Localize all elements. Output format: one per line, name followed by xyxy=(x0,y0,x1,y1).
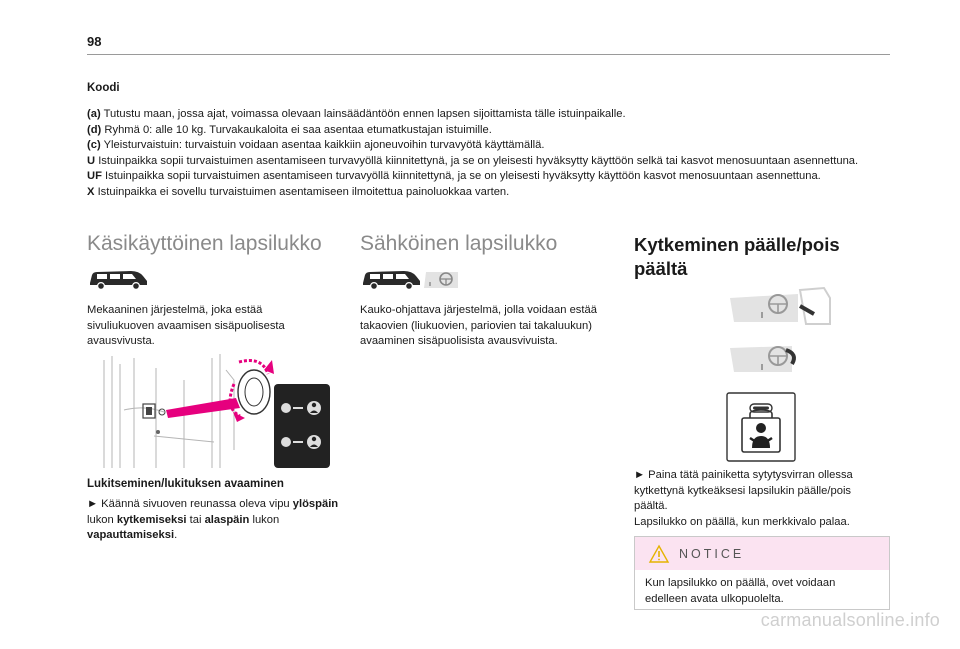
button-instruction: ► Paina tätä painiketta sytytysvirran ollessa kytkettynä kytkeäksesi lapsilukin päälle/pois päältä. xyxy=(634,469,853,513)
electric-child-lock-heading: Sähköinen lapsilukko xyxy=(360,232,558,255)
notice-box xyxy=(634,536,890,610)
dashboard-door-icon xyxy=(728,286,832,326)
dashboard-steering-icon xyxy=(728,340,808,376)
code-line-c: (c) Yleisturvaistuin: turvaistuin voidaan asentaa kaikkiin ajoneuvoihin turvavyötä käyttämällä. xyxy=(87,139,545,152)
lock-unlock-subheading: Lukitseminen/lukituksen avaaminen xyxy=(87,478,284,490)
manual-child-lock-heading: Käsikäyttöinen lapsilukko xyxy=(87,232,322,255)
electric-child-lock-description: Kauko-ohjattava järjestelmä, jolla voidaan estää takaovien (liukuovien, pariovien tai takaluukun) avaaminen sisäpuolisista avausvivuista. xyxy=(360,304,597,348)
warning-triangle-icon xyxy=(649,545,669,563)
code-line-d: (d) Ryhmä 0: alle 10 kg. Turvakaukaloita ei saa asentaa etumatkustajan istuimille. xyxy=(87,123,492,136)
van-steering-icon xyxy=(360,266,460,292)
header-divider xyxy=(87,54,890,55)
code-line-a: (a) Tutustu maan, jossa ajat, voimassa olevaan lainsäädäntöön ennen lapsen sijoittamista tälle istuinpaikalle. xyxy=(87,108,626,120)
sliding-door-lever-illustration xyxy=(94,350,334,470)
code-line-x: X Istuinpaikka ei sovellu turvaistuimen asentamiseen ilmoitettua painoluokkaa varten. xyxy=(87,185,510,198)
notice-text: Kun lapsilukko on päällä, ovet voidaan edelleen avata ulkopuolelta. xyxy=(645,577,836,605)
code-line-uf: UF Istuinpaikka sopii turvaistuimen asentamiseen turvavyöllä kiinnitettynä, ja se on yleisesti hyväksytty käyttöön kasvot menosuuntaan asennettuna. xyxy=(87,170,821,183)
indicator-note: Lapsilukko on päällä, kun merkkivalo palaa. xyxy=(634,516,850,528)
bullet-arrow: ► xyxy=(634,469,646,481)
page-number: 98 xyxy=(87,34,102,49)
code-list xyxy=(87,107,887,201)
notice-title: NOTICE xyxy=(679,546,745,561)
code-title: Koodi xyxy=(87,82,120,94)
code-line-u: U Istuinpaikka sopii turvaistuimen asentamiseen turvavyöllä kiinnitettynä, ja se on yleisesti hyväksytty käyttöön selkä tai kasvot menosuuntaan asennettuna. xyxy=(87,154,859,167)
bullet-arrow: ► xyxy=(87,498,99,510)
manual-child-lock-description: Mekaaninen järjestelmä, joka estää sivuliukuoven avaamisen sisäpuolisesta avausvivusta. xyxy=(87,304,285,348)
watermark: carmanualsonline.info xyxy=(760,610,940,630)
van-icon xyxy=(87,268,149,290)
lever-instruction: ► Käännä sivuoven reunassa oleva vipu ylöspäin lukon kytkemiseksi tai alaspäin lukon vapauttamiseksi. xyxy=(87,498,339,542)
switching-heading: Kytkeminen päälle/pois päältä xyxy=(634,234,840,279)
child-lock-button-icon xyxy=(726,392,796,462)
notice-header xyxy=(635,537,889,570)
